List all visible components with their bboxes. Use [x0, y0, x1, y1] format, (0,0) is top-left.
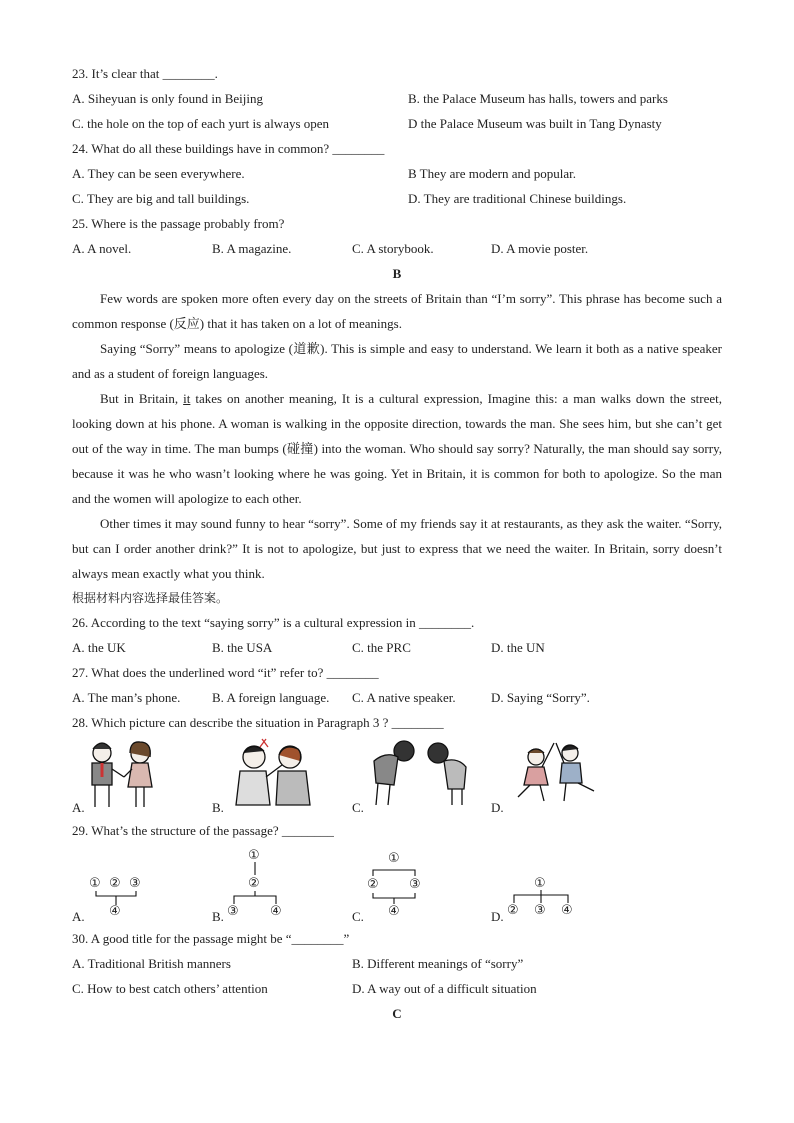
q29-option-b: B.: [212, 909, 224, 924]
diagram-a-node-2: ②: [109, 876, 121, 891]
paragraph-1-text: Few words are spoken more often every day on the streets of Britain than “I’m sorry”. This phrase has become such a common response (反应) that it has taken on a lot of meanings.: [72, 291, 722, 331]
high-five-picture: [508, 735, 608, 807]
q28-option-a: A.: [72, 800, 85, 815]
q23-option-a: A. Siheyuan is only found in Beijing: [72, 91, 264, 106]
q24-option-b: B They are modern and popular.: [408, 166, 576, 181]
q26-option-a: A. the UK: [72, 640, 126, 655]
paragraph-2-text: Saying “Sorry” means to apologize (道歉). This is simple and easy to understand. We learn it both as a native speaker and as a student of foreign languages.: [72, 341, 722, 381]
passage-paragraph-3: [72, 386, 722, 511]
bowing-picture: [364, 737, 476, 809]
q25-option-b: B. A magazine.: [212, 241, 292, 256]
q28-stem: 28. Which picture can describe the situation in Paragraph 3 ? ________: [72, 715, 444, 730]
section-c-heading: C: [392, 1006, 402, 1021]
diagram-c-node-4: ④: [388, 904, 400, 919]
q30-option-a: A. Traditional British manners: [72, 956, 231, 971]
q25-option-a: A. A novel.: [72, 241, 132, 256]
q25-option-d: D. A movie poster.: [491, 241, 589, 256]
q27-stem: 27. What does the underlined word “it” refer to? ________: [72, 665, 379, 680]
diagram-d-connector: [506, 890, 578, 904]
section-b-heading: B: [392, 266, 402, 281]
diagram-c-node-3: ③: [409, 877, 421, 892]
q28-option-b: B.: [212, 800, 224, 815]
underlined-it: it: [183, 391, 191, 406]
diagram-b-node-4: ④: [270, 904, 282, 919]
diagram-c-node-1: ①: [388, 851, 400, 866]
q27-option-c: C. A native speaker.: [352, 690, 456, 705]
q30-stem: 30. A good title for the passage might be “________”: [72, 931, 350, 946]
q23-stem: 23. It’s clear that ________.: [72, 66, 218, 81]
q23-option-b: B. the Palace Museum has halls, towers and parks: [408, 91, 668, 106]
q27-option-d: D. Saying “Sorry”.: [491, 690, 590, 705]
instruction-text: 根据材料内容选择最佳答案。: [72, 591, 229, 605]
q30-option-b: B. Different meanings of “sorry”: [352, 956, 524, 971]
q25-option-c: C. A storybook.: [352, 241, 434, 256]
q25-stem: 25. Where is the passage probably from?: [72, 216, 285, 231]
diagram-b-node-1: ①: [248, 848, 260, 863]
diagram-d-node-3: ③: [534, 903, 546, 918]
passage-paragraph-1: [72, 286, 722, 336]
passage-paragraph-4: [72, 511, 722, 586]
diagram-b-node-3: ③: [227, 904, 239, 919]
diagram-c-node-2: ②: [367, 877, 379, 892]
paragraph-3-start: But in Britain,: [100, 391, 184, 406]
q29-option-c: C.: [352, 909, 364, 924]
q24-option-a: A. They can be seen everywhere.: [72, 166, 245, 181]
diagram-c-connector: [364, 864, 428, 906]
q24-stem: 24. What do all these buildings have in common? ________: [72, 141, 385, 156]
diagram-d-node-1: ①: [534, 876, 546, 891]
q29-option-a: A.: [72, 909, 85, 924]
handshake-picture: [80, 737, 170, 811]
q23-option-d: D the Palace Museum was built in Tang Dynasty: [408, 116, 662, 131]
q30-option-c: C. How to best catch others’ attention: [72, 981, 268, 996]
diagram-b-connector: [226, 862, 290, 906]
diagram-b-node-2: ②: [248, 876, 260, 891]
q24-option-c: C. They are big and tall buildings.: [72, 191, 250, 206]
q26-stem: 26. According to the text “saying sorry” is a cultural expression in ________.: [72, 615, 475, 630]
bump-picture: [224, 735, 324, 811]
q23-option-c: C. the hole on the top of each yurt is always open: [72, 116, 330, 131]
q28-option-c: C.: [352, 800, 364, 815]
paragraph-4-text: Other times it may sound funny to hear “sorry”. Some of my friends say it at restaurants, as they ask the waiter. “Sorry, but can I order another drink?” It is not to apologize, but just to express that we need the waiter. In Britain, sorry doesn’t always mean exactly what you think.: [72, 516, 722, 581]
diagram-d-node-4: ④: [561, 903, 573, 918]
diagram-a-node-3: ③: [129, 876, 141, 891]
diagram-a-node-4: ④: [109, 904, 121, 919]
q27-option-b: B. A foreign language.: [212, 690, 330, 705]
q26-option-d: D. the UN: [491, 640, 545, 655]
q29-stem: 29. What’s the structure of the passage? ________: [72, 823, 334, 838]
q26-option-b: B. the USA: [212, 640, 273, 655]
q27-option-a: A. The man’s phone.: [72, 690, 181, 705]
passage-paragraph-2: [72, 336, 722, 386]
q26-option-c: C. the PRC: [352, 640, 411, 655]
q30-option-d: D. A way out of a difficult situation: [352, 981, 537, 996]
diagram-a-connector: [86, 890, 146, 906]
q24-option-d: D. They are traditional Chinese buildings.: [408, 191, 627, 206]
q28-option-d: D.: [491, 800, 504, 815]
diagram-a-node-1: ①: [89, 876, 101, 891]
paragraph-3-rest: takes on another meaning, It is a cultural expression, Imagine this: a man walks down the street, looking down at his phone. A woman is walking in the opposite direction, towards the man. She sees him, but she can’t get out of the way in time. The man bumps (碰撞) into the woman. Who should say sorry? Naturally, the man should say sorry, because it was he who wasn’t looking where he was going. Yet in Britain, it is common for both to apologize. So the man and the women will apologize to each other.: [72, 391, 723, 506]
q29-option-d: D.: [491, 909, 504, 924]
diagram-d-node-2: ②: [507, 903, 519, 918]
